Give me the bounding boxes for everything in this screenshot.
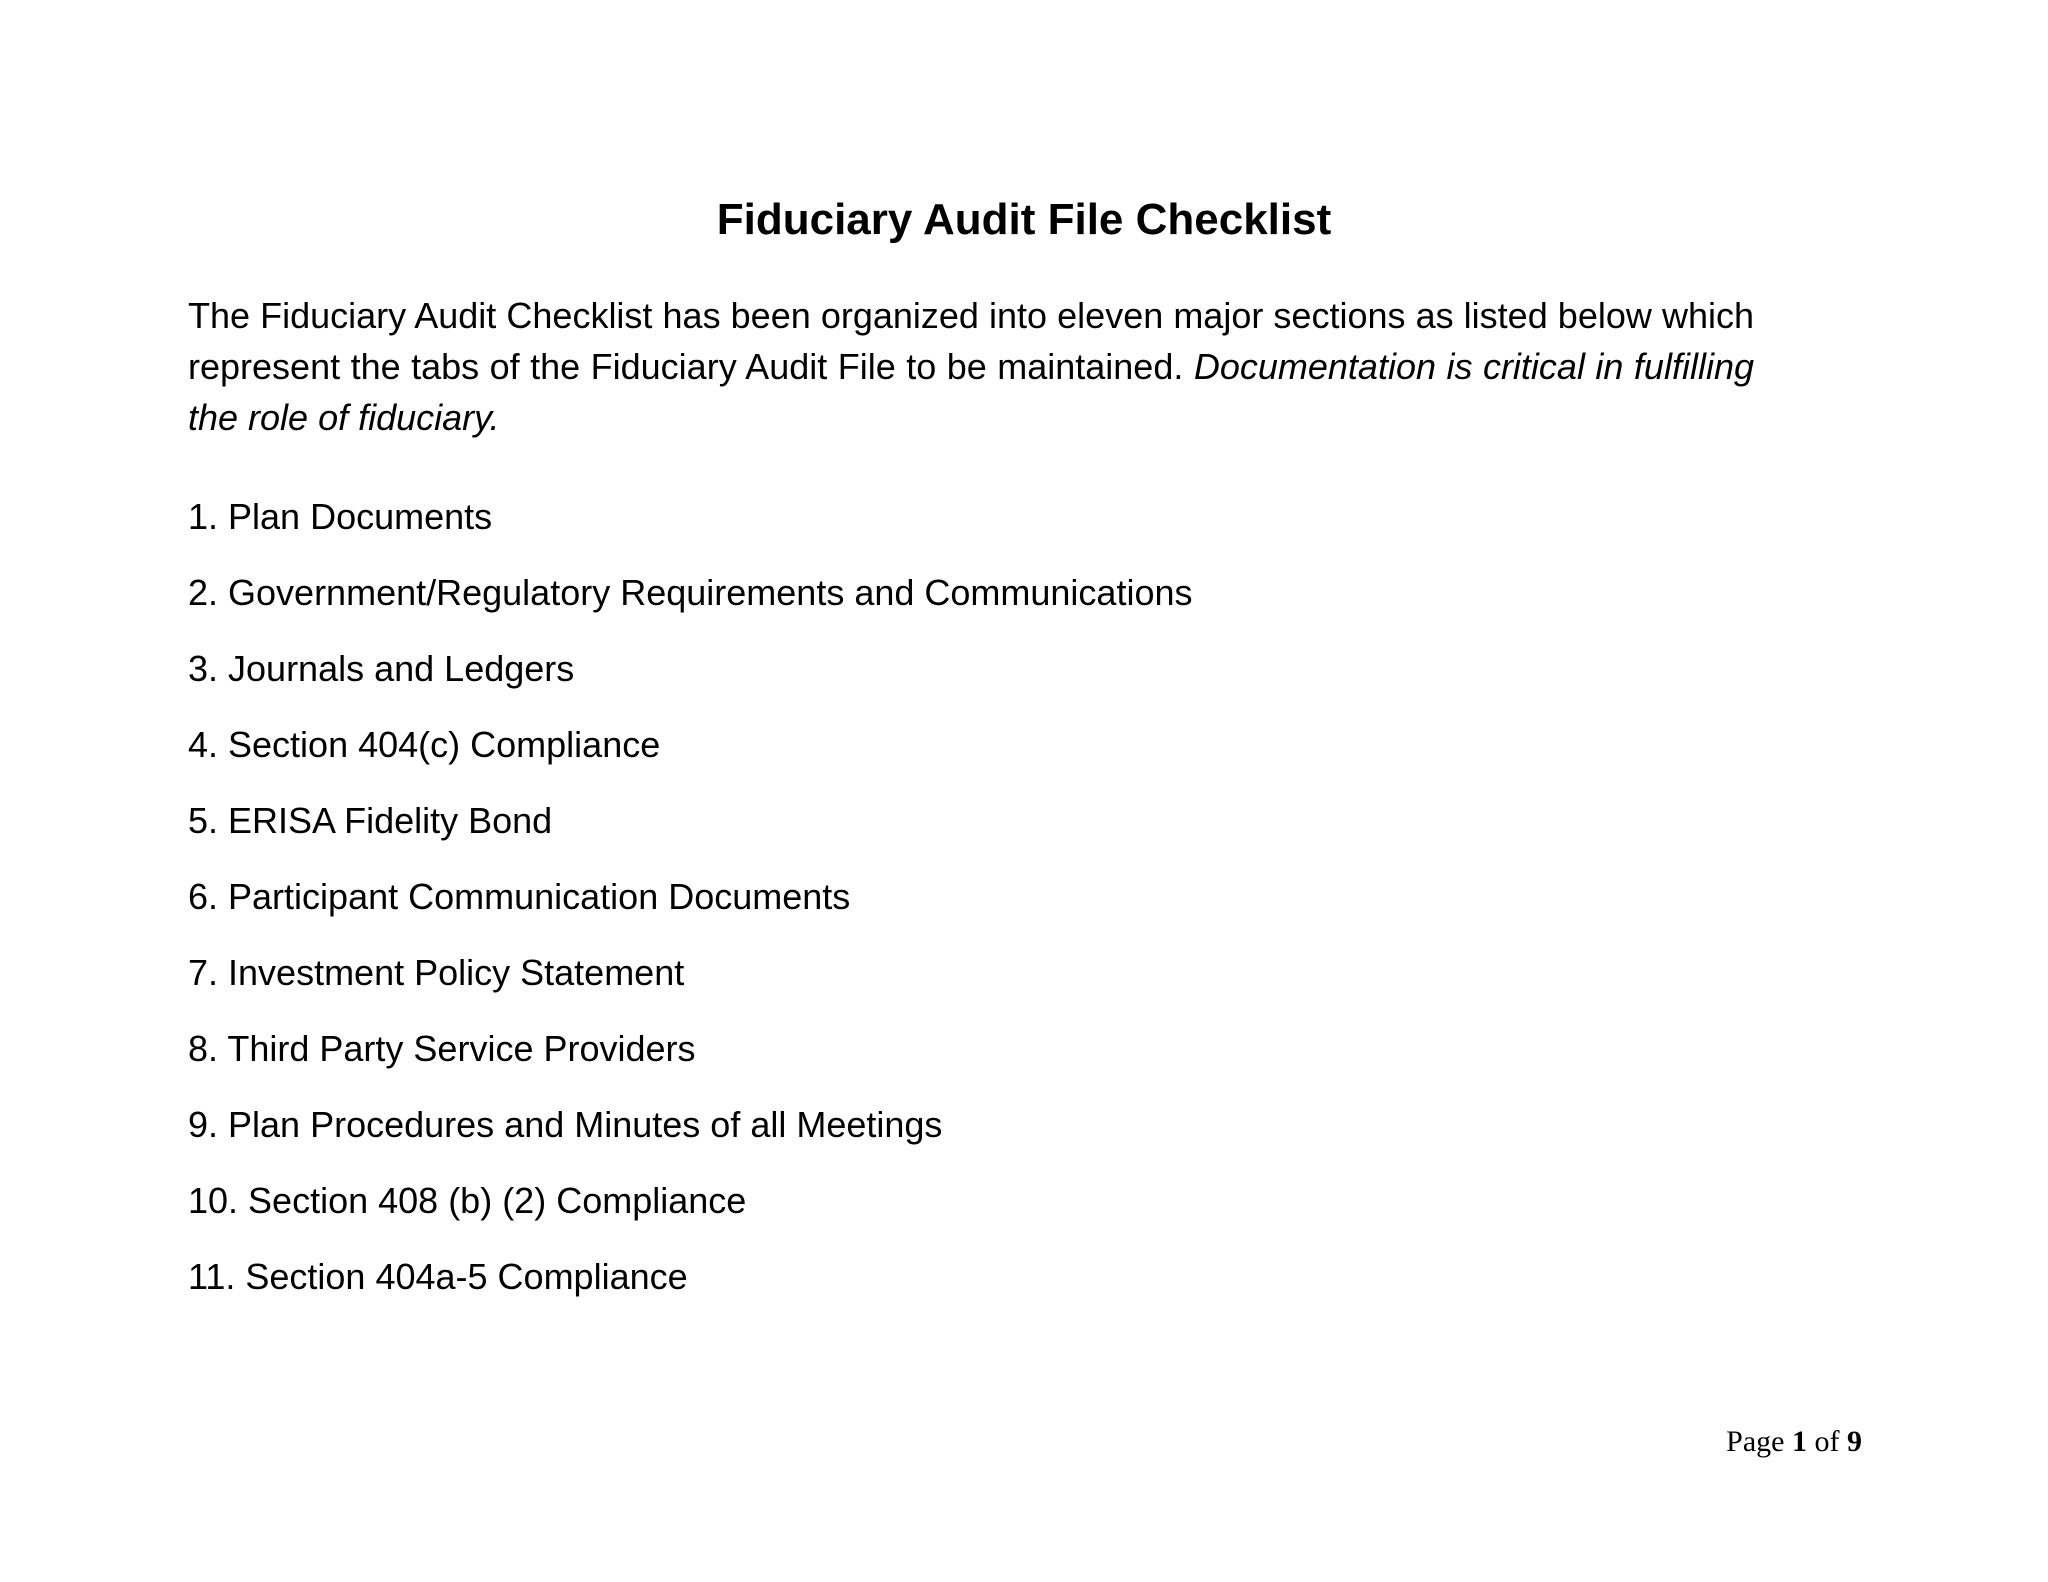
section-item-5: 5. ERISA Fidelity Bond xyxy=(188,800,553,841)
section-item-8: 8. Third Party Service Providers xyxy=(188,1028,696,1069)
section-item-11: 11. Section 404a-5 Compliance xyxy=(188,1256,688,1297)
section-list xyxy=(188,491,1688,1327)
document-title: Fiduciary Audit File Checklist xyxy=(716,195,1332,244)
total-page-count: 9 xyxy=(1847,1425,1862,1458)
section-item-3: 3. Journals and Ledgers xyxy=(188,648,575,689)
page-word: Page xyxy=(1726,1425,1785,1458)
section-item-1: 1. Plan Documents xyxy=(188,496,493,537)
section-item-10: 10. Section 408 (b) (2) Compliance xyxy=(188,1180,747,1221)
of-word: of xyxy=(1814,1425,1840,1458)
section-item-6: 6. Participant Communication Documents xyxy=(188,876,851,917)
intro-emphasis: Documentation is critical in fulfilling the role of fiduciary. xyxy=(188,346,1754,438)
intro-text: The Fiduciary Audit Checklist has been organized into eleven major sections as listed below which represent the tabs of the Fiduciary Audit File to be maintained. xyxy=(188,295,1754,387)
current-page-number: 1 xyxy=(1792,1425,1807,1458)
section-item-4: 4. Section 404(c) Compliance xyxy=(188,724,661,765)
section-item-7: 7. Investment Policy Statement xyxy=(188,952,685,993)
section-item-9: 9. Plan Procedures and Minutes of all Meetings xyxy=(188,1104,943,1145)
page-number-footer xyxy=(1726,1422,1862,1462)
intro-paragraph xyxy=(188,290,1754,443)
section-item-2: 2. Government/Regulatory Requirements and Communications xyxy=(188,572,1193,613)
